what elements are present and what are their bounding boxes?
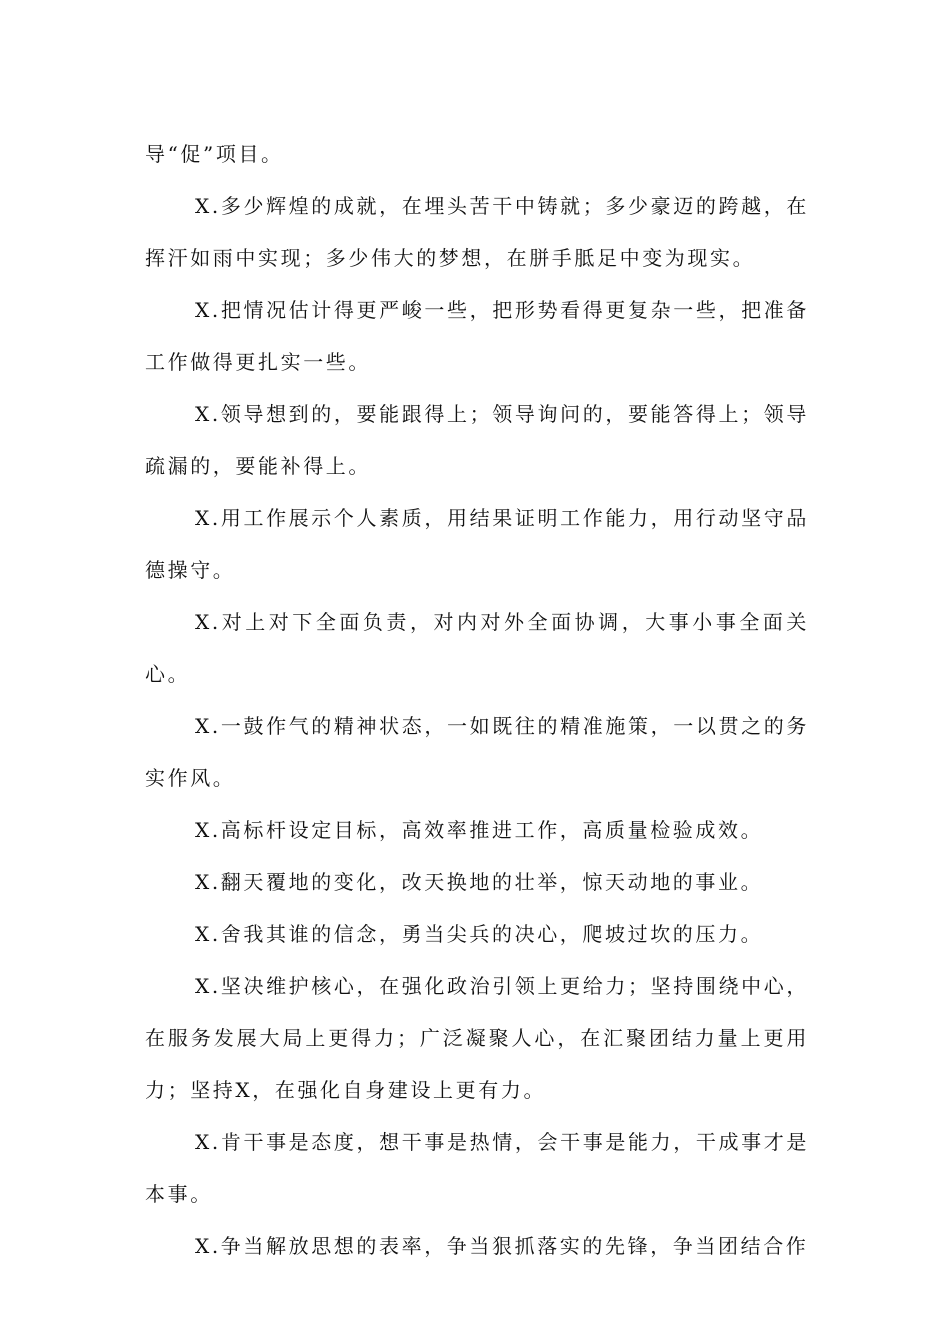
paragraph-10: X.舍我其谁的信念，勇当尖兵的决心，爬坡过坎的压力。	[195, 922, 764, 946]
paragraph-4: X.领导想到的，要能跟得上；领导询问的，要能答得上；领导疏漏的，要能补得上。	[145, 402, 809, 478]
document-body	[145, 128, 809, 1272]
paragraph-12: X.肯干事是态度，想干事是热情，会干事是能力，干成事才是本事。	[145, 1130, 809, 1206]
paragraph-13: X.争当解放思想的表率，争当狠抓落实的先锋，争当团结合作	[195, 1234, 809, 1258]
paragraph-1: 导“促”项目。	[145, 142, 284, 166]
paragraph-5: X.用工作展示个人素质，用结果证明工作能力，用行动坚守品德操守。	[145, 506, 809, 582]
paragraph-8: X.高标杆设定目标，高效率推进工作，高质量检验成效。	[195, 818, 764, 842]
paragraph-7: X.一鼓作气的精神状态，一如既往的精准施策，一以贯之的务实作风。	[145, 714, 809, 790]
paragraph-2: X.多少辉煌的成就，在埋头苦干中铸就；多少豪迈的跨越，在挥汗如雨中实现；多少伟大的梦想，在胼手胝足中变为现实。	[145, 194, 809, 270]
paragraph-11: X.坚决维护核心，在强化政治引领上更给力；坚持围绕中心，在服务发展大局上更得力；广泛凝聚人心，在汇聚团结力量上更用力；坚持X，在强化自身建设上更有力。	[145, 974, 809, 1102]
paragraph-9: X.翻天覆地的变化，改天换地的壮举，惊天动地的事业。	[195, 870, 764, 894]
paragraph-6: X.对上对下全面负责，对内对外全面协调，大事小事全面关心。	[145, 610, 809, 686]
paragraph-3: X.把情况估计得更严峻一些，把形势看得更复杂一些，把准备工作做得更扎实一些。	[145, 298, 809, 374]
